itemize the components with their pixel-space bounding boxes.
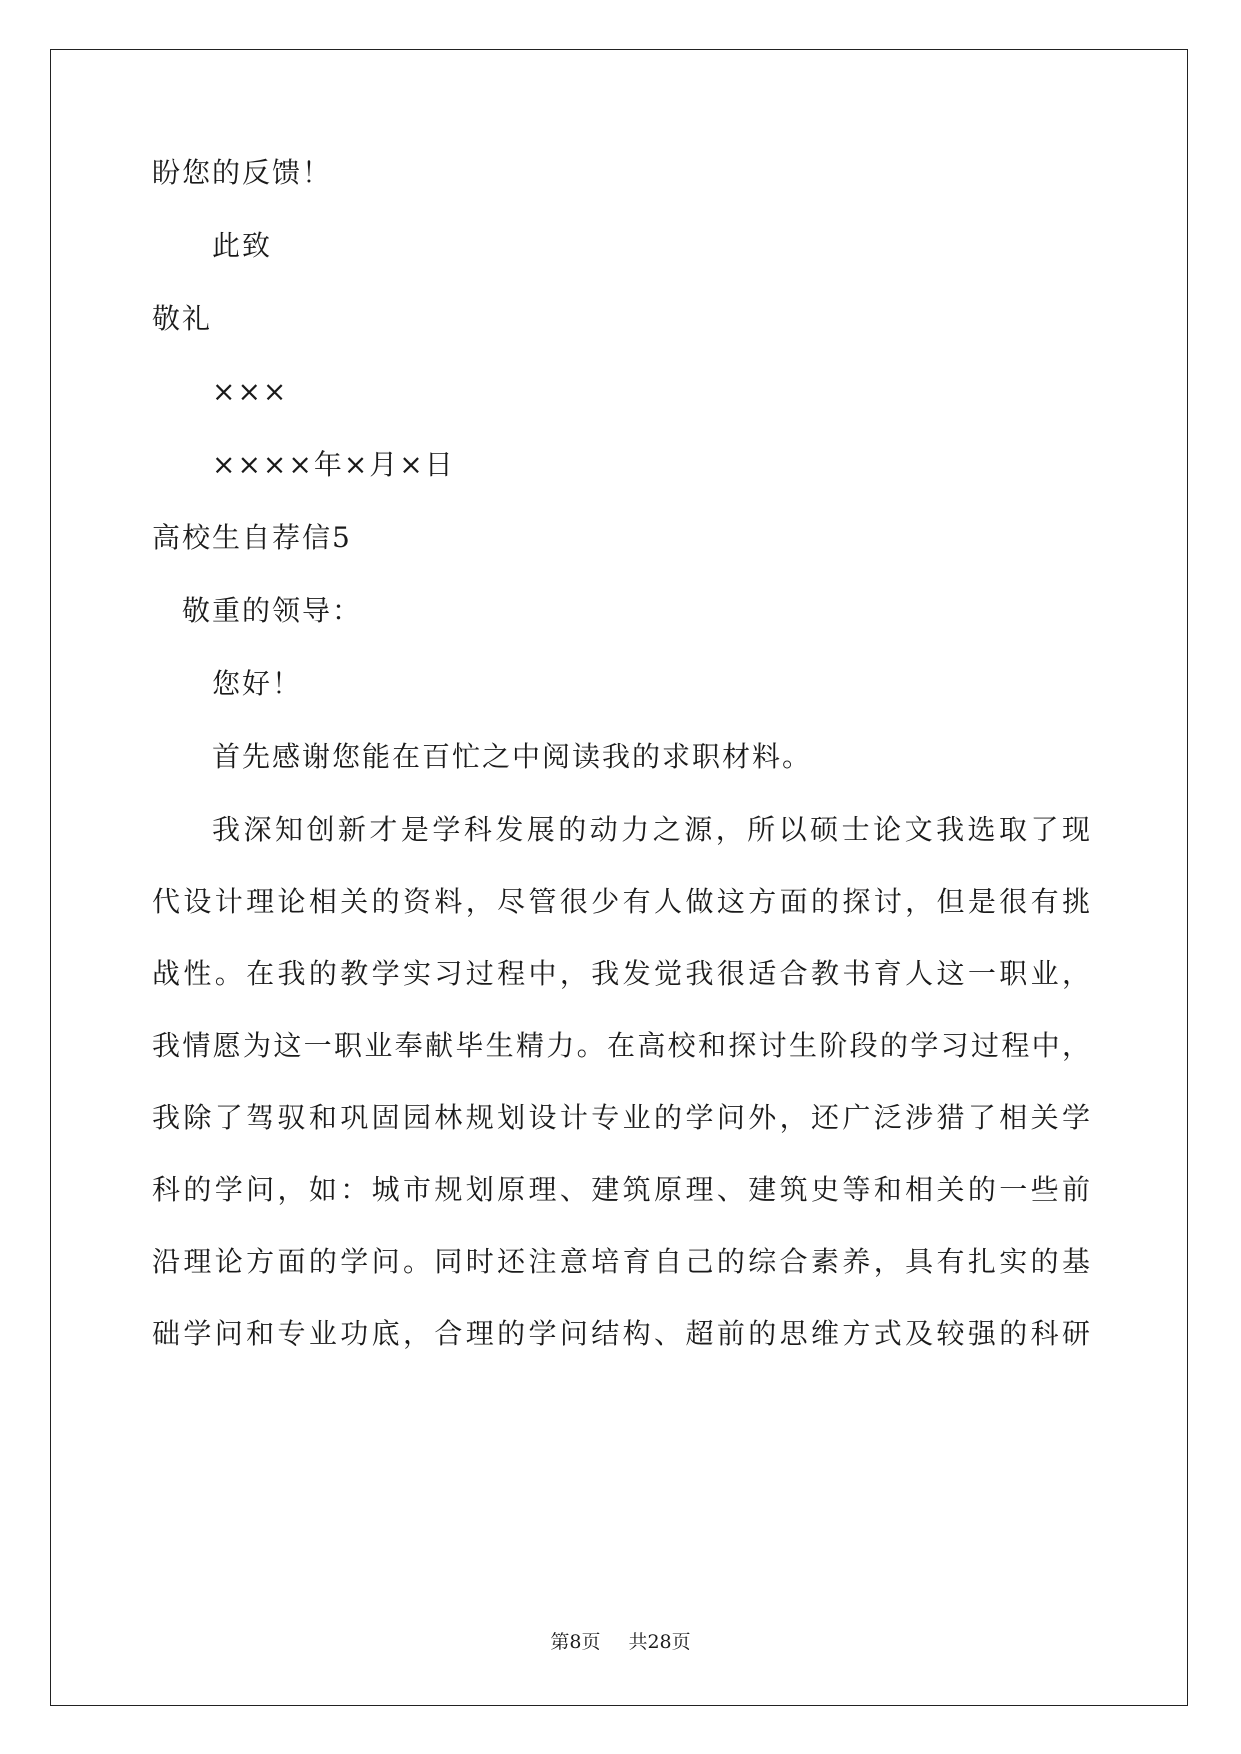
intro-line: 首先感谢您能在百忙之中阅读我的求职材料。	[212, 740, 813, 773]
salutation-line-1: 此致	[212, 229, 273, 262]
page-border	[50, 49, 1188, 1706]
paragraph-line: 我深知创新才是学科发展的动力之源，所以硕士论文我选取了现	[212, 813, 1092, 846]
page-number: 第8页	[550, 1631, 601, 1653]
signature: ×××	[212, 375, 289, 408]
paragraph-line: 战性。在我的教学实习过程中，我发觉我很适合教书育人这一职业，	[152, 957, 1092, 990]
closing-line: 盼您的反馈！	[152, 156, 333, 189]
section-heading: 高校生自荐信5	[152, 521, 352, 554]
page-footer	[0, 1633, 1241, 1652]
hello-line: 您好！	[212, 667, 303, 700]
paragraph-line: 代设计理论相关的资料，尽管很少有人做这方面的探讨，但是很有挑	[152, 885, 1092, 918]
page-total: 共28页	[628, 1631, 691, 1653]
paragraph-line: 我除了驾驭和巩固园林规划设计专业的学问外，还广泛涉猎了相关学	[152, 1101, 1092, 1134]
letter-date: ××××年×月×日	[212, 448, 455, 481]
paragraph-line: 科的学问，如：城市规划原理、建筑原理、建筑史等和相关的一些前	[152, 1173, 1092, 1206]
paragraph-line: 我情愿为这一职业奉献毕生精力。在高校和探讨生阶段的学习过程中，	[152, 1029, 1092, 1062]
paragraph-line: 沿理论方面的学问。同时还注意培育自己的综合素养，具有扎实的基	[152, 1245, 1092, 1278]
paragraph-line: 础学问和专业功底，合理的学问结构、超前的思维方式及较强的科研	[152, 1317, 1092, 1350]
greeting: 敬重的领导：	[182, 594, 363, 627]
salutation-line-2: 敬礼	[152, 302, 213, 335]
